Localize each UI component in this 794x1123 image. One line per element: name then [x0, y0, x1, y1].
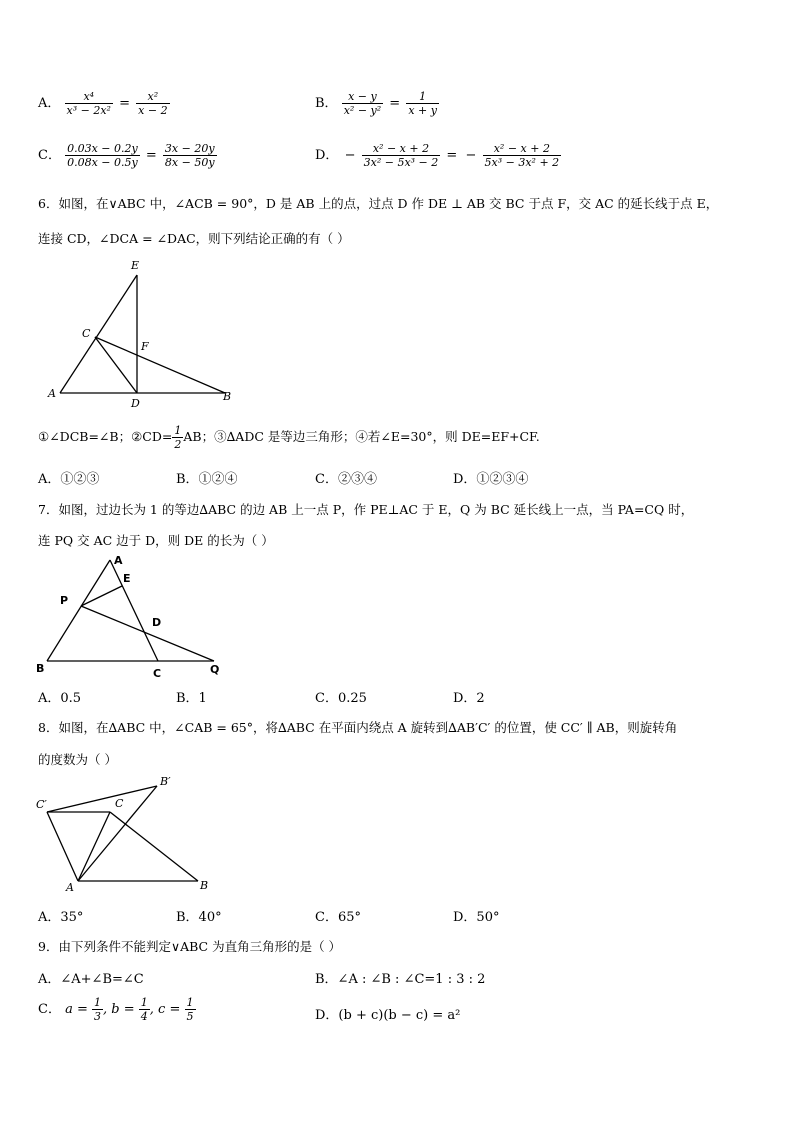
- statements-pre: ①∠DCB=∠B；②CD=: [38, 429, 173, 444]
- label-b-prime: B′: [160, 775, 171, 788]
- equals-sign: =: [389, 96, 401, 111]
- q8-option-b: B．40°: [176, 910, 222, 925]
- denominator: 5: [186, 1010, 194, 1023]
- segment-pq: [81, 606, 214, 661]
- var-c: , c =: [149, 1002, 181, 1017]
- label-c: C: [82, 327, 91, 340]
- equals-sign: =: [446, 148, 458, 163]
- denominator: 2: [174, 438, 182, 451]
- denominator: x² − y²: [343, 104, 382, 117]
- fraction: [362, 142, 441, 169]
- q5-option-d: [315, 142, 561, 169]
- fraction: [342, 90, 383, 117]
- q7-text-line2: 连 PQ 交 AC 边于 D，则 DE 的长为（ ）: [38, 533, 274, 548]
- var-b: , b =: [103, 1002, 135, 1017]
- q8-text-line2: 的度数为（ ）: [38, 752, 117, 767]
- fraction: [65, 90, 113, 117]
- q9-option-b: B．∠A : ∠B : ∠C=1 : 3 : 2: [315, 972, 486, 987]
- label-d: D: [152, 616, 162, 629]
- equals-sign: =: [119, 96, 131, 111]
- label-a: A: [48, 387, 56, 400]
- label-p: P: [60, 594, 69, 607]
- segment-ae: [60, 275, 137, 393]
- segment-c-b: [110, 812, 198, 881]
- q7-option-b: B．1: [176, 691, 207, 706]
- q5-option-c: [38, 142, 217, 169]
- label-c: C: [115, 797, 124, 810]
- segment-ac: [110, 560, 158, 661]
- option-label: D．: [315, 148, 339, 163]
- q9-option-a: A．∠A+∠B=∠C: [38, 972, 144, 987]
- fraction: [163, 142, 217, 169]
- label-d: D: [131, 397, 140, 410]
- fraction: [92, 996, 103, 1023]
- q6-option-b: B．①②④: [176, 472, 238, 487]
- q9-option-d: D．(b + c)(b − c) = a²: [315, 1008, 461, 1023]
- q8-text-line1: 8．如图，在∆ABC 中，∠CAB = 65°，将∆ABC 在平面内绕点 A 旋转到∆AB′C′ 的位置，使 CC′ ∥ AB，则旋转角: [38, 720, 678, 735]
- q9-option-c: [38, 996, 196, 1023]
- option-label: C．: [38, 1002, 61, 1017]
- q7-option-d: D．2: [453, 691, 485, 706]
- denominator: 5x³ − 3x² + 2: [484, 156, 560, 169]
- fraction: [483, 142, 562, 169]
- numerator: x⁴: [65, 90, 113, 104]
- numerator: x² − x + 2: [362, 142, 441, 156]
- q6-statements: [38, 424, 540, 451]
- numerator: 3x − 20y: [164, 142, 215, 155]
- q6-option-c: C．②③④: [315, 472, 377, 487]
- label-c-prime: C′: [36, 798, 47, 811]
- q7-text-line1: 7．如图，过边长为 1 的等边∆ABC 的边 AB 上一点 P，作 PE⊥AC 于 E，Q 为 BC 延长线上一点，当 PA=CQ 时，: [38, 502, 694, 517]
- numerator: 1: [94, 996, 102, 1009]
- fraction: [136, 90, 169, 117]
- label-a: A: [114, 554, 123, 567]
- denominator: 8x − 50y: [164, 156, 215, 169]
- fraction-half: [172, 424, 183, 451]
- option-label: C．: [38, 148, 61, 163]
- q6-text-line1: 6．如图，在∨ABC 中，∠ACB = 90°，D 是 AB 上的点，过点 D 作 DE ⊥ AB 交 BC 于点 F，交 AC 的延长线于点 E，: [38, 196, 719, 211]
- minus-sign: −: [465, 148, 477, 163]
- option-label: B．: [315, 96, 338, 111]
- denominator: x − 2: [138, 104, 168, 117]
- var-a: a =: [65, 1002, 88, 1017]
- label-e: E: [131, 259, 140, 272]
- denominator: 0.08x − 0.5y: [67, 156, 138, 169]
- fraction: [139, 996, 150, 1023]
- numerator: 1: [406, 90, 439, 104]
- fraction: [65, 142, 140, 169]
- q8-option-a: A．35°: [38, 910, 84, 925]
- denominator: 4: [140, 1010, 148, 1023]
- q7-option-c: C．0.25: [315, 691, 367, 706]
- denominator: 3x² − 5x³ − 2: [363, 156, 439, 169]
- q7-option-a: A．0.5: [38, 691, 82, 706]
- label-q: Q: [210, 663, 220, 676]
- segment-cp-bp: [47, 786, 157, 812]
- numerator: x − y: [342, 90, 383, 104]
- statements-post: AB；③∆ADC 是等边三角形；④若∠E=30°，则 DE=EF+CF.: [183, 429, 540, 444]
- label-c: C: [153, 667, 162, 680]
- q5-option-a: [38, 90, 170, 117]
- label-e: E: [123, 572, 131, 585]
- fraction: [185, 996, 196, 1023]
- denominator: 3: [94, 1010, 102, 1023]
- segment-cp-a: [47, 812, 78, 881]
- q5-option-b: [315, 90, 439, 117]
- numerator: 1: [174, 424, 182, 437]
- fraction: [406, 90, 439, 117]
- q6-option-a: A．①②③: [38, 472, 100, 487]
- option-label: A．: [38, 96, 61, 111]
- segment-cb: [95, 337, 225, 393]
- denominator: x + y: [408, 104, 437, 117]
- numerator: 1: [186, 996, 194, 1009]
- label-b: B: [223, 390, 232, 403]
- minus-sign: −: [344, 148, 356, 163]
- segment-ba: [47, 560, 110, 661]
- q6-figure: [40, 255, 240, 410]
- label-b: B: [200, 879, 209, 892]
- numerator: x² − x + 2: [483, 142, 562, 156]
- label-b: B: [36, 662, 45, 675]
- label-f: F: [141, 340, 149, 353]
- label-a: A: [66, 881, 74, 894]
- segment-a-c: [78, 812, 110, 881]
- q9-text-line1: 9．由下列条件不能判定∨ABC 为直角三角形的是（ ）: [38, 939, 342, 954]
- denominator: x³ − 2x²: [66, 104, 111, 117]
- q6-text-line2: 连接 CD，∠DCA = ∠DAC，则下列结论正确的有（ ）: [38, 231, 350, 246]
- numerator: 0.03x − 0.2y: [67, 142, 138, 155]
- numerator: 1: [140, 996, 148, 1009]
- numerator: x²: [136, 90, 169, 104]
- q7-figure: [32, 550, 232, 682]
- q8-option-c: C．65°: [315, 910, 361, 925]
- q6-option-d: D．①②③④: [453, 472, 529, 487]
- q8-figure: [32, 772, 222, 894]
- q8-option-d: D．50°: [453, 910, 500, 925]
- equals-sign: =: [145, 148, 157, 163]
